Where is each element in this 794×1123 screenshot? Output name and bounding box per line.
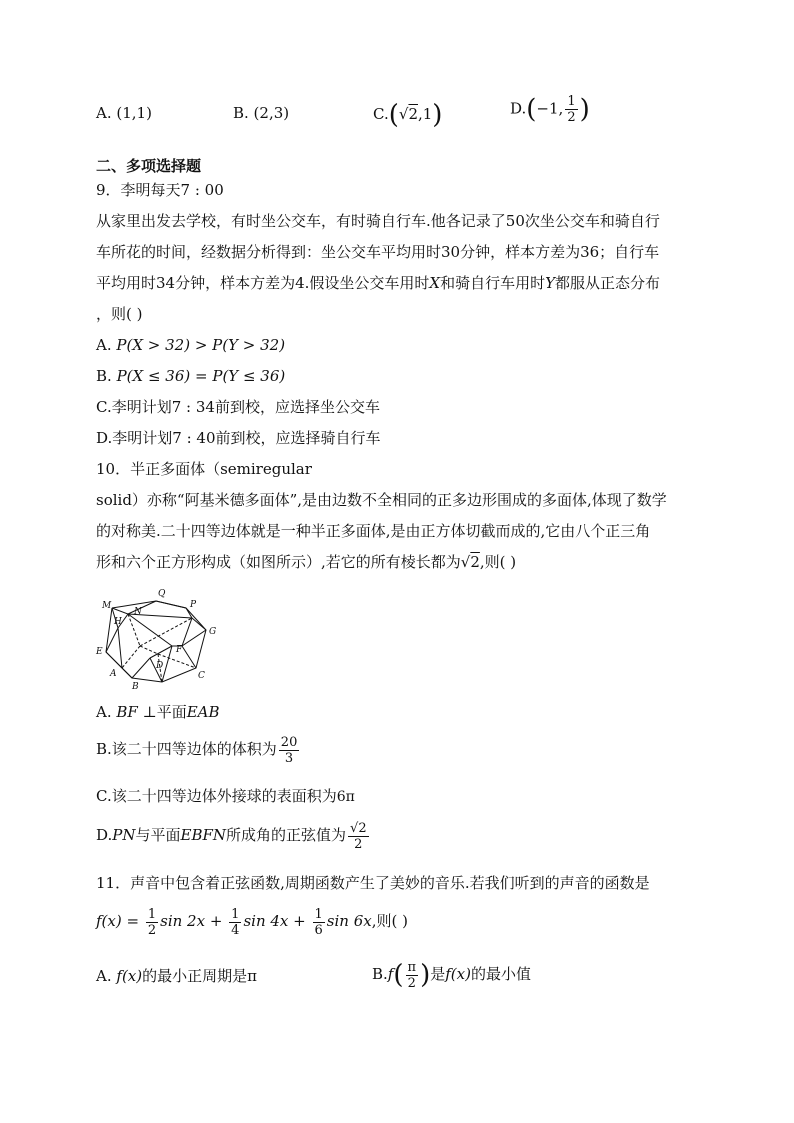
label-m: M <box>102 601 112 611</box>
q9-option-a: A. P(X > 32) > P(Y > 32) <box>96 336 286 354</box>
q8-option-d: D.(−1, $\frac{1}{2}$ ) <box>510 94 590 125</box>
label-q: Q <box>158 589 166 599</box>
q8-option-c: C.(√2,1) <box>373 100 443 130</box>
q11-function: f(x) = $\frac{1}{2}$ sin 2x + $\frac{1}{4}$ sin 4x + $\frac{1}{6}$ sin 6x,则( ) <box>96 906 408 938</box>
label-f: F <box>176 645 183 655</box>
q10-stem-line: 形和六个正方形构成（如图所示）,若它的所有棱长都为√2,则( ) <box>96 553 517 571</box>
q9-stem-line: 从家里出发去学校，有时坐公交车，有时骑自行车.他各记录了50次坐公交车和骑自行 <box>96 212 660 230</box>
fraction: $\frac{20}{3}$ <box>280 734 298 766</box>
label-g: G <box>209 627 217 637</box>
q11-option-b: B.f( $\frac{\pi}{2}$ )是f(x)的最小值 <box>372 959 531 991</box>
q10-option-d: D.PN与平面EBFN所成角的正弦值为 $\frac{√2}{2}$ <box>96 820 367 852</box>
q9-option-c: C.李明计划7 : 34前到校，应选择坐公交车 <box>96 398 380 416</box>
q10-stem-head: 10．半正多面体（semiregular <box>96 460 312 478</box>
q10-option-c: C.该二十四等边体外接球的表面积为6π <box>96 787 355 805</box>
label-n: N <box>134 607 142 617</box>
label-h: H <box>114 617 122 627</box>
q9-stem-line: 平均用时34分钟，样本方差为4.假设坐公交车用时X和骑自行车用时Y都服从正态分布 <box>96 274 661 292</box>
fraction: $\frac{1}{6}$ <box>314 906 323 938</box>
q11-stem-line: 11．声音中包含着正弦函数,周期函数产生了美妙的音乐.若我们听到的声音的函数是 <box>96 874 650 892</box>
fraction: $\frac{√2}{2}$ <box>350 820 367 852</box>
fraction: $\frac{\pi}{2}$ <box>407 959 417 991</box>
label-p: P <box>190 600 197 610</box>
label-c: C <box>198 671 205 681</box>
q9-option-b: B. P(X ≤ 36) = P(Y ≤ 36) <box>96 367 286 385</box>
fraction: $\frac{1}{4}$ <box>231 906 240 938</box>
label-d: D <box>156 661 164 671</box>
section-title: 二、多项选择题 <box>96 157 202 175</box>
q10-stem-line: 的对称美.二十四等边体就是一种半正多面体,是由正方体切截而成的,它由八个正三角 <box>96 522 651 540</box>
q10-stem-line: solid）亦称“阿基米德多面体”,是由边数不全相同的正多边形围成的多面体,体现了数学 <box>96 491 667 509</box>
q9-stem-head: 9．李明每天7 : 00 <box>96 181 224 199</box>
q10-option-a: A. BF ⊥平面EAB <box>96 703 220 721</box>
label-b: B <box>132 682 139 692</box>
q9-stem-line: 车所花的时间，经数据分析得到：坐公交车平均用时30分钟，样本方差为36；自行车 <box>96 243 660 261</box>
fraction: $\frac{1}{2}$ <box>567 94 576 125</box>
q11-option-a: A. f(x)的最小正周期是π <box>96 967 257 985</box>
q10-option-b: B.该二十四等边体的体积为 $\frac{20}{3}$ <box>96 734 298 766</box>
label-e: E <box>96 647 103 657</box>
q8-option-a: A. (1,1) <box>96 104 152 122</box>
q9-stem-line: ，则( ) <box>96 305 143 323</box>
q8-option-b: B. (2,3) <box>233 104 290 122</box>
polyhedron-figure <box>92 588 217 693</box>
fraction: $\frac{1}{2}$ <box>147 906 157 938</box>
label-a: A <box>110 669 117 679</box>
q9-option-d: D.李明计划7 : 40前到校，应选择骑自行车 <box>96 429 381 447</box>
